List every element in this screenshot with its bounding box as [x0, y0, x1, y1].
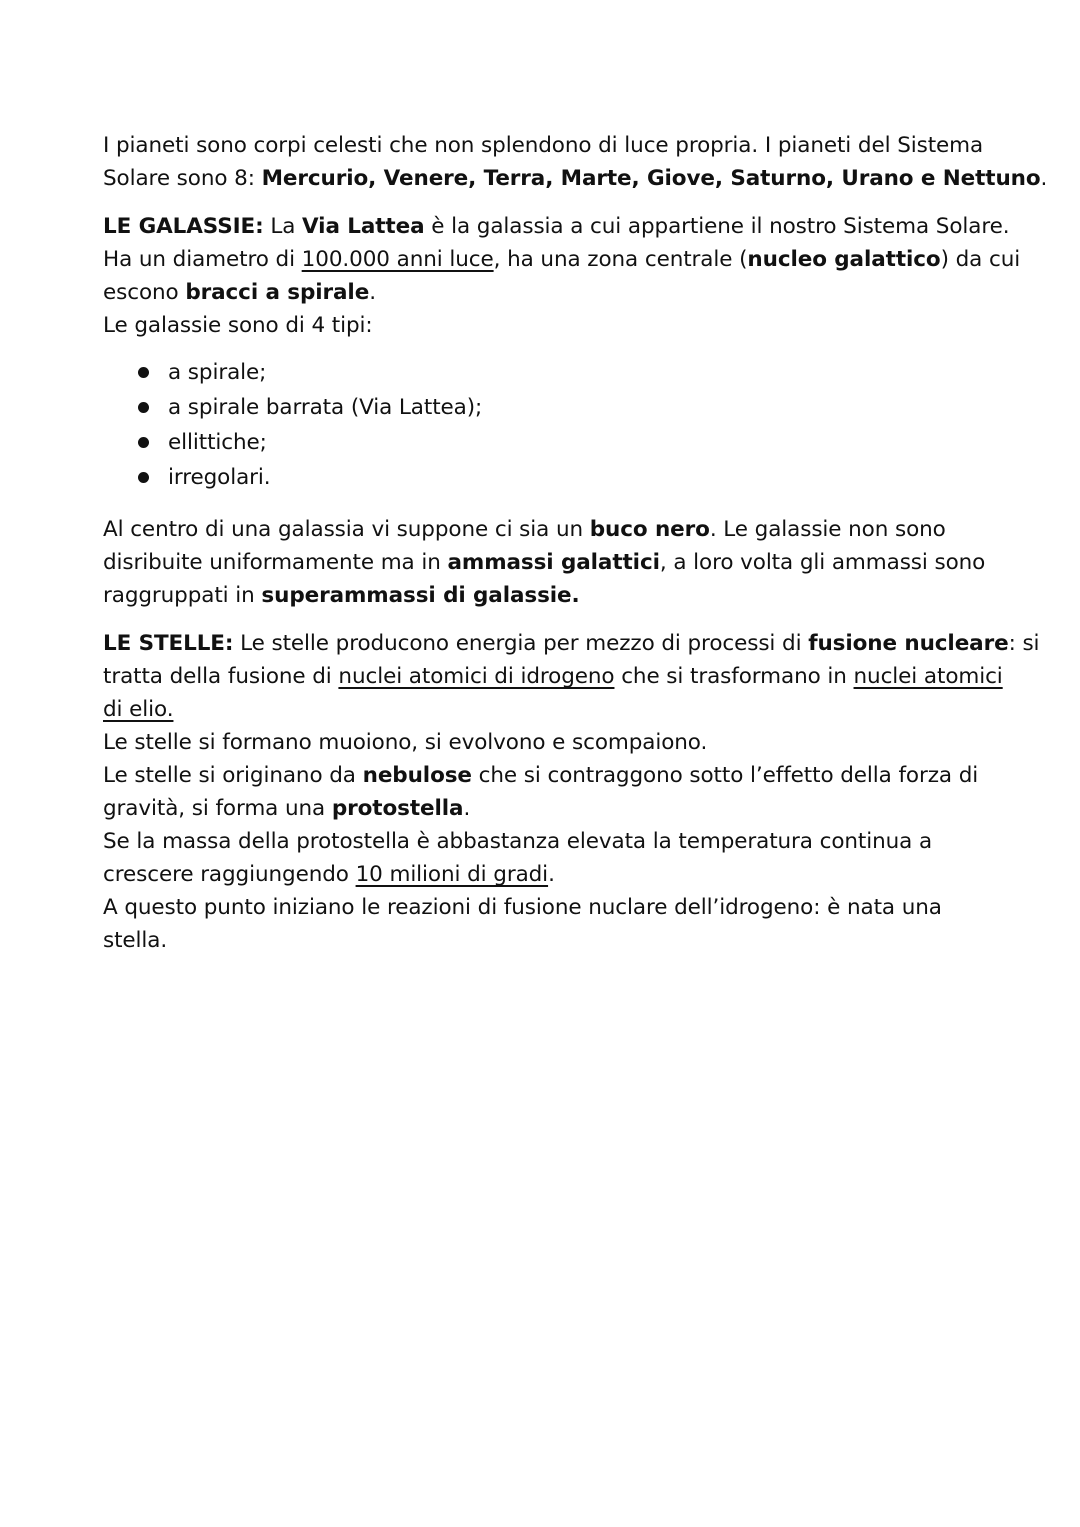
stars-line-8-a: crescere raggiungendo: [103, 862, 356, 887]
superammassi-bold: superammassi di galassie.: [261, 583, 580, 608]
stars-line-2: [103, 660, 1003, 693]
diameter-underlined: 100.000 anni luce: [301, 247, 494, 272]
galaxies-line-2-a: Ha un diametro di: [103, 247, 302, 272]
stars-line-2-b: che si trasformano in: [614, 664, 854, 689]
stars-line-5: [103, 759, 983, 792]
bullet-icon: [138, 472, 149, 483]
planets-list-bold: Mercurio, Venere, Terra, Marte, Giove, Saturno, Urano e Nettuno: [261, 166, 1041, 191]
stars-line-6-a: gravità, si forma una: [103, 796, 332, 821]
planets-line-1: I pianeti sono corpi celesti che non splendono di luce propria. I pianeti del Sistema: [103, 133, 984, 158]
galaxies-line-1-a: La: [263, 214, 303, 239]
list-item-text: a spirale;: [168, 360, 267, 385]
bullet-icon: [138, 367, 149, 378]
stars-line-2-a: tratta della fusione di: [103, 664, 339, 689]
idrogeno-underlined: nuclei atomici di idrogeno: [338, 664, 615, 689]
stars-line-8: [103, 858, 983, 891]
stars-line-8-c: .: [548, 862, 555, 887]
planets-line-2-text: Solare sono 8:: [103, 166, 262, 191]
bracci-spirale-bold: bracci a spirale: [185, 280, 370, 305]
galaxies-line-2-c: ) da cui: [940, 247, 1021, 272]
blackhole-line-1-c: . Le galassie non sono: [709, 517, 946, 542]
ammassi-galattici-bold: ammassi galattici: [447, 550, 660, 575]
stars-line-10: stella.: [103, 928, 168, 953]
document-body: [103, 129, 1048, 957]
elio-underlined: di elio.: [103, 697, 174, 722]
stars-line-7: Se la massa della protostella è abbastanza elevata la temperatura continua a: [103, 829, 933, 854]
stars-line-5-c: che si contraggono sotto l’effetto della forza di: [471, 763, 979, 788]
galaxies-line-4: Le galassie sono di 4 tipi:: [103, 313, 373, 338]
protostella-bold: protostella: [331, 796, 464, 821]
galaxies-paragraph: [103, 210, 1021, 342]
galaxies-line-1-c: è la galassia a cui appartiene il nostro Sistema Solare.: [424, 214, 1010, 239]
list-item-text: ellittiche;: [168, 430, 267, 455]
stars-line-3: [103, 693, 983, 726]
blackhole-line-3: [103, 579, 983, 612]
blackhole-line-2: [103, 546, 986, 579]
stars-line-1-a: Le stelle producono energia per mezzo di processi di: [233, 631, 809, 656]
blackhole-line-2-a: disribuite uniformamente ma in: [103, 550, 448, 575]
galaxies-line-3: [103, 276, 983, 309]
stars-line-4: Le stelle si formano muoiono, si evolvono e scompaiono.: [103, 730, 708, 755]
nuclei-atomici-underlined: nuclei atomici: [853, 664, 1003, 689]
planets-line-2: [103, 162, 1048, 195]
bullet-icon: [138, 402, 149, 413]
galaxies-line-2-b: , ha una zona centrale (: [493, 247, 748, 272]
list-item: [103, 356, 983, 391]
blackhole-line-1: [103, 513, 983, 546]
blackhole-line-3-a: raggruppati in: [103, 583, 262, 608]
list-item-text: irregolari.: [168, 465, 271, 490]
stars-line-6: [103, 792, 983, 825]
galaxies-line-3-a: escono: [103, 280, 186, 305]
blackhole-line-2-c: , a loro volta gli ammassi sono: [659, 550, 986, 575]
galaxies-line-2: [103, 243, 1021, 276]
bullet-icon: [138, 437, 149, 448]
planets-paragraph: [103, 129, 1048, 195]
via-lattea-bold: Via Lattea: [302, 214, 425, 239]
galaxies-line-1: [103, 210, 1010, 243]
galaxies-heading: LE GALASSIE:: [103, 214, 264, 239]
blackhole-line-1-a: Al centro di una galassia vi suppone ci sia un: [103, 517, 590, 542]
stars-line-1-c: : si: [1008, 631, 1040, 656]
stars-line-1: [103, 627, 1040, 660]
fusione-nucleare-bold: fusione nucleare: [808, 631, 1009, 656]
galaxies-line-3-c: .: [369, 280, 376, 305]
blackhole-paragraph: [103, 513, 986, 612]
buco-nero-bold: buco nero: [589, 517, 710, 542]
list-item: [103, 426, 983, 461]
stars-paragraph: [103, 627, 1040, 957]
list-item: [103, 461, 983, 496]
galaxy-types-list: [103, 356, 983, 496]
stars-line-6-c: .: [463, 796, 471, 821]
nebulose-bold: nebulose: [362, 763, 472, 788]
stars-line-9: A questo punto iniziano le reazioni di fusione nuclare dell’idrogeno: è nata una: [103, 895, 942, 920]
list-item: [103, 391, 983, 426]
planets-line-2-end: .: [1040, 166, 1048, 191]
nucleo-galattico-bold: nucleo galattico: [747, 247, 941, 272]
list-item-text: a spirale barrata (Via Lattea);: [168, 395, 483, 420]
stars-line-5-a: Le stelle si originano da: [103, 763, 363, 788]
stars-heading: LE STELLE:: [103, 631, 234, 656]
temperature-underlined: 10 milioni di gradi: [355, 862, 549, 887]
